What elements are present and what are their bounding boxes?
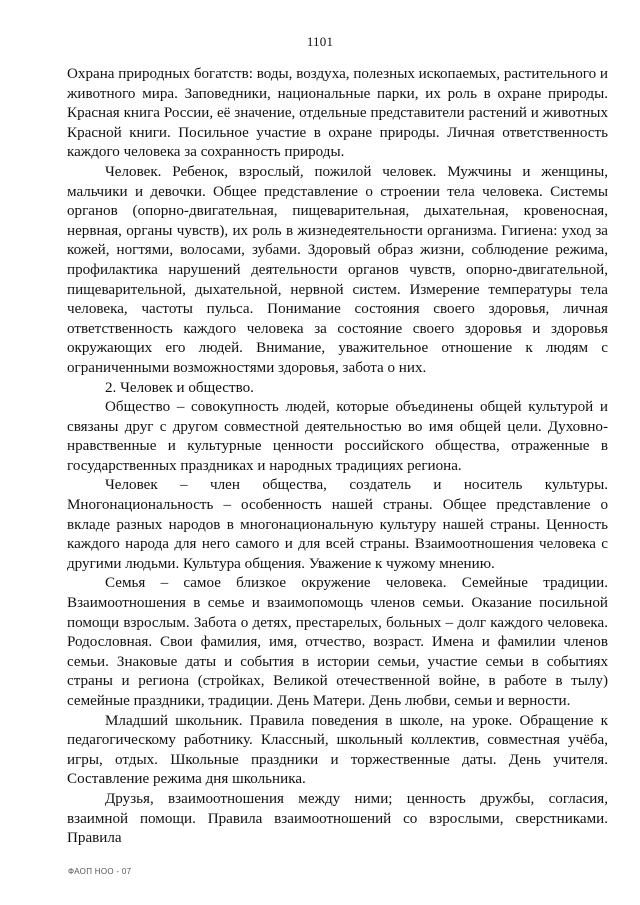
paragraph-nature-protection: Охрана природных богатств: воды, воздуха, полезных ископаемых, растительного и животного мира. Заповедники, национальные парки, их роль в охране природы. Красная книга России, её значение, отдельные представители растений и животных Красной книги. Посильное участие в охране природы. Личная ответственность каждого человека за сохранность природы. <box>67 66 608 161</box>
body-text <box>67 65 608 849</box>
paragraph-society: Общество – совокупность людей, которые объединены общей культурой и связаны друг с другом совместной деятельностью во имя общей цели. Духовно-нравственные и культурные ценности российского общества, отраженные в государственных праздниках и народных традициях региона. <box>67 399 608 474</box>
paragraph-human: Человек. Ребенок, взрослый, пожилой человек. Мужчины и женщины, мальчики и девочки. Общее представление о строении тела человека. Системы органов (опорно-двигательная, пищеварительная, дыхательная, кровеносная, нервная, органы чувств), их роль в жизнедеятельности организма. Гигиена: уход за кожей, ногтями, волосами, зубами. Здоровый образ жизни, соблюдение режима, профилактика нарушений деятельности органов чувств, опорно-двигательной, пищеварительной, дыхательной, нервной систем. Измерение температуры тела человека, частоты пульса. Понимание состояния своего здоровья, личная ответственность каждого человека за состояние своего здоровья и здоровья окружающих его людей. Внимание, уважительное отношение к людям с ограниченными возможностями здоровья, забота о них. <box>67 163 608 376</box>
page-number: 1101 <box>306 34 334 49</box>
paragraph-family: Семья – самое близкое окружение человека. Семейные традиции. Взаимоотношения в семье и взаимопомощь членов семьи. Оказание посильной помощи взрослым. Забота о детях, престарелых, больных – долг каждого человека. Родословная. Свои фамилия, имя, отчество, возраст. Имена и фамилии членов семьи. Знаковые даты и события в истории семьи, участие семьи в событиях страны и региона (стройках, Великой отечественной войне, в работе в тылу) семейные праздники, традиции. День Матери. День любви, семьи и верности. <box>67 575 608 709</box>
paragraph-schoolchild: Младший школьник. Правила поведения в школе, на уроке. Обращение к педагогическому работнику. Классный, школьный коллектив, совместная учёба, игры, отдых. Школьные праздники и торжественные даты. День учителя. Составление режима дня школьника. <box>67 712 608 788</box>
paragraph-friends: Друзья, взаимоотношения между ними; ценность дружбы, согласия, взаимной помощи. Правила взаимоотношений со взрослыми, сверстниками. Правила <box>67 790 608 847</box>
paragraph-human-member-of-society: Человек – член общества, создатель и носитель культуры. Многонациональность – особенность нашей страны. Общее представление о вкладе разных народов в многонациональную культуру нашей страны. Ценность каждого народа для него самого и для всей страны. Взаимоотношения человека с другими людьми. Культура общения. Уважение к чужому мнению. <box>67 477 608 572</box>
footer-code: ФАОП НОО - 07 <box>68 867 132 876</box>
section-heading-human-and-society: 2. Человек и общество. <box>105 379 254 396</box>
